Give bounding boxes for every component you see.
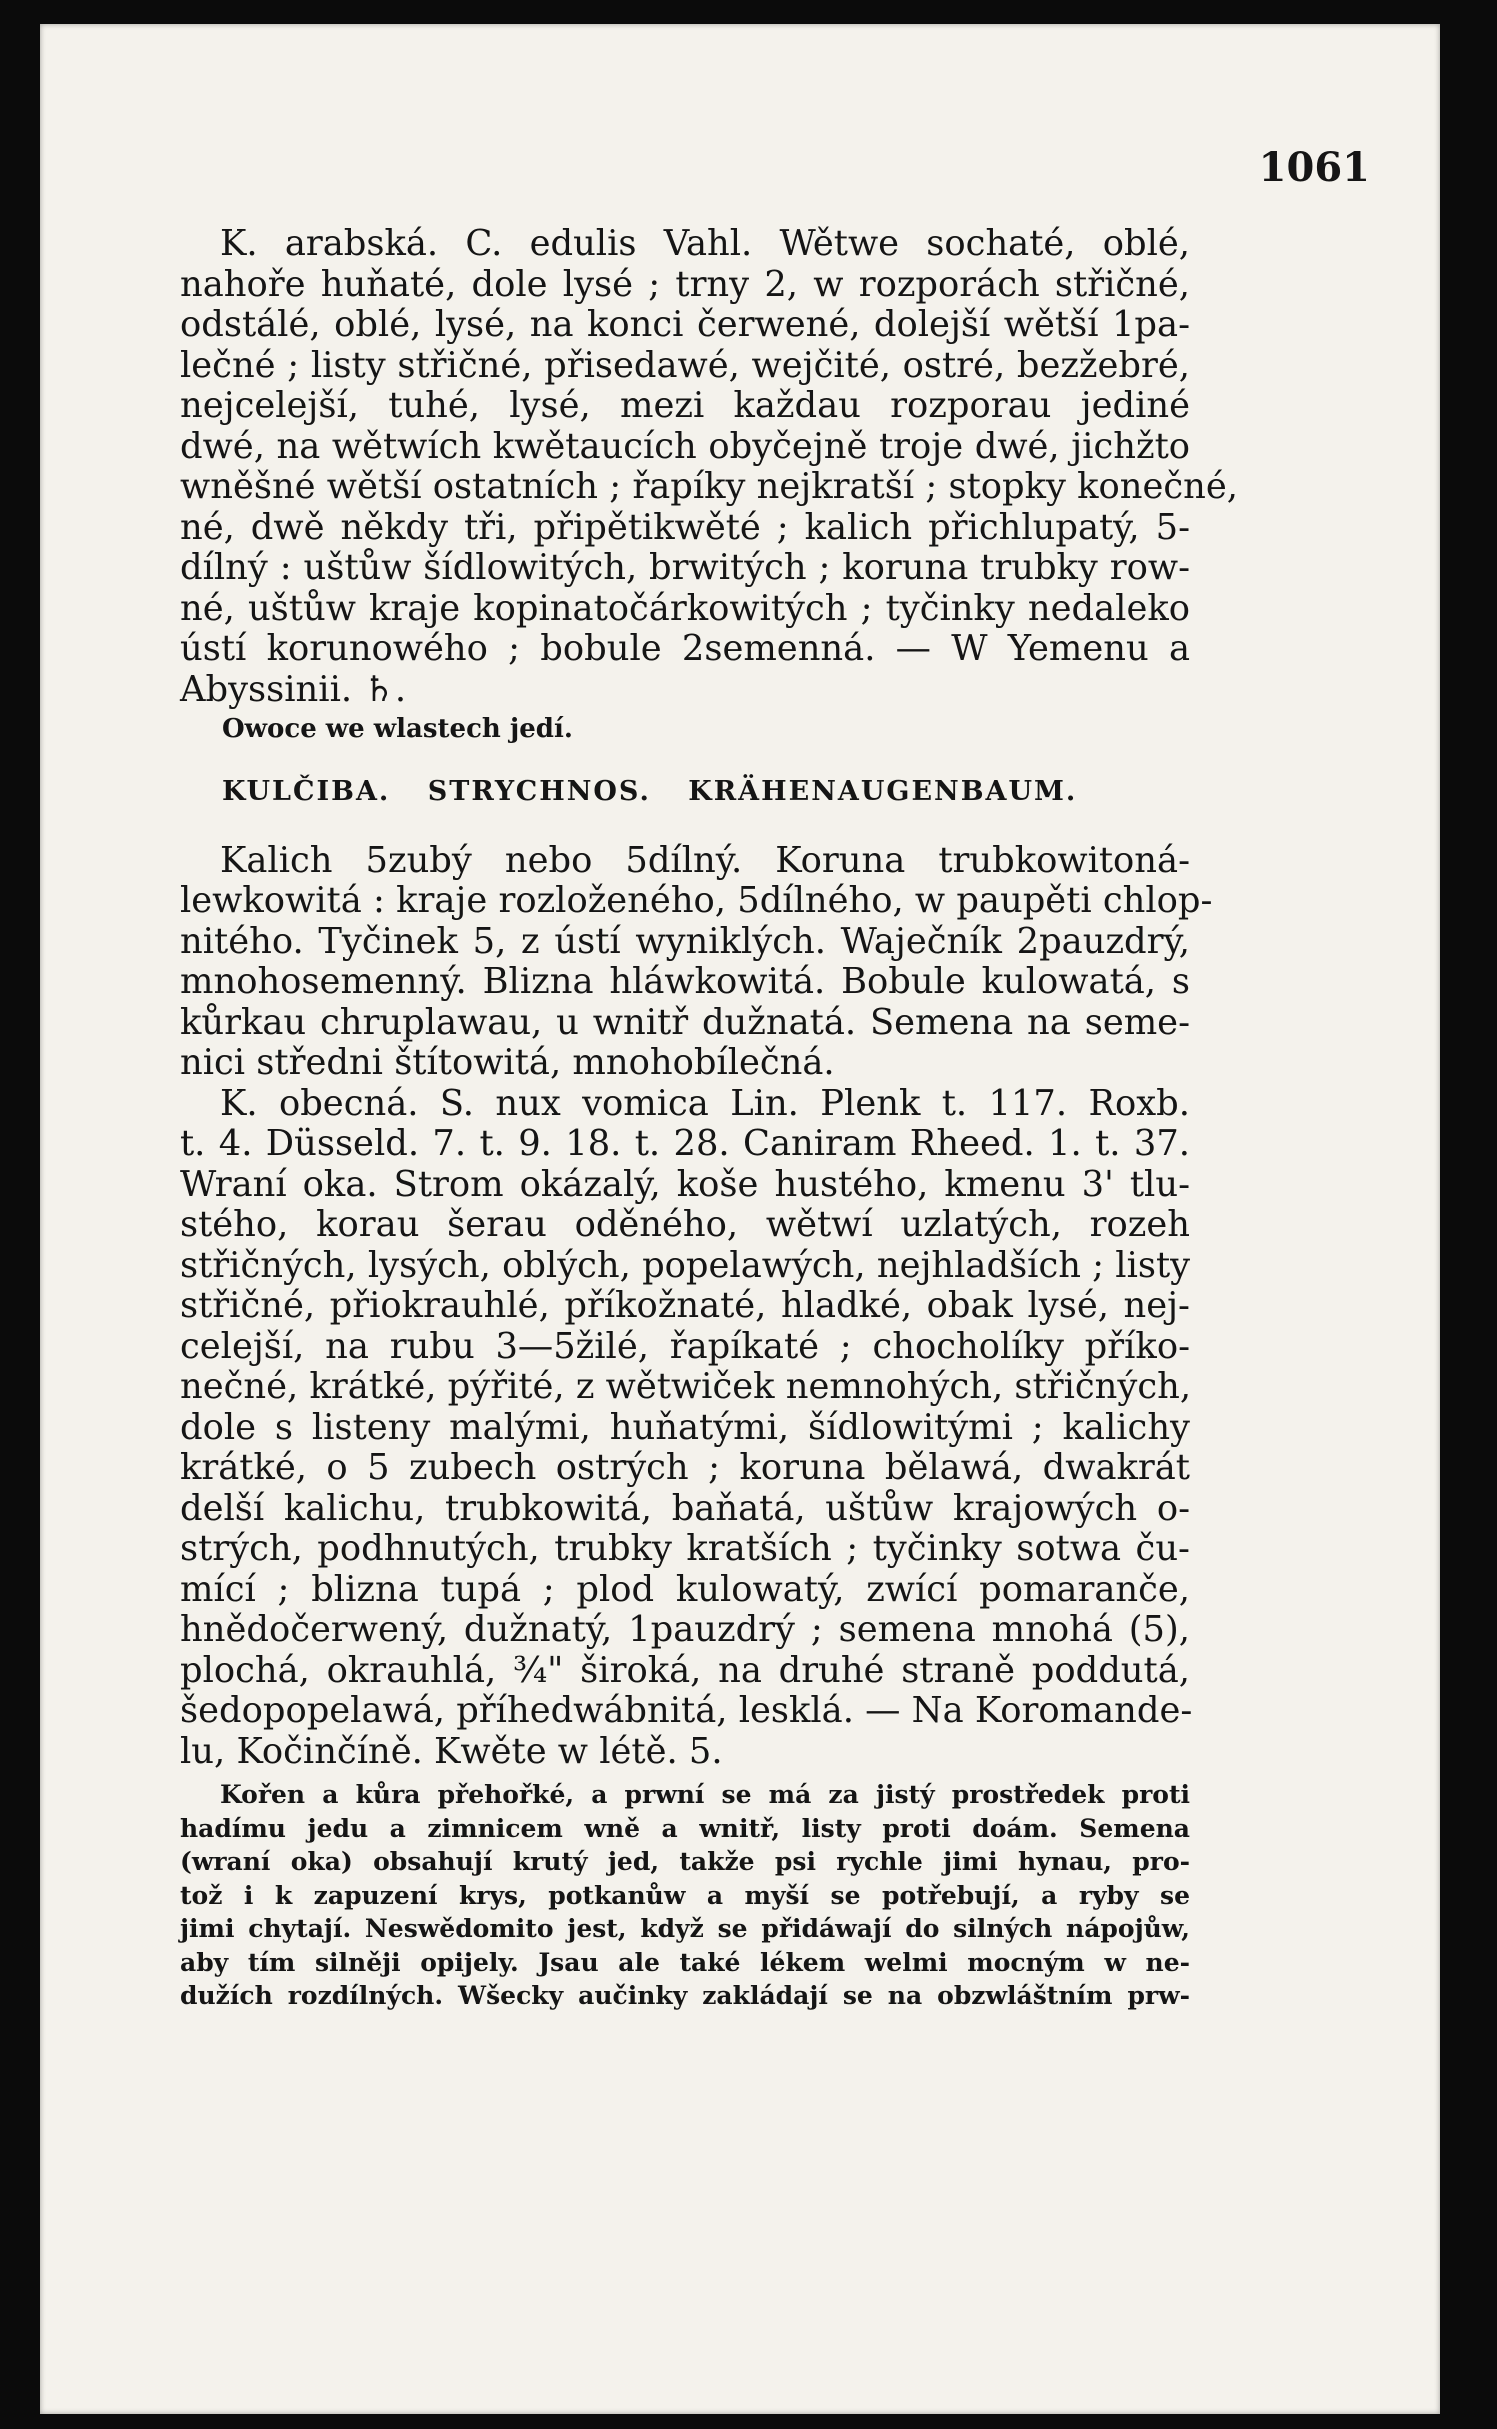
text-line: střičné, přiokrauhlé, příkožnaté, hladké, obak lysé, nej- [180, 1285, 1190, 1326]
text-line: t. 4. Düsseld. 7. t. 9. 18. t. 28. Caniram Rheed. 1. t. 37. [180, 1123, 1190, 1164]
text-line: Abyssinii. ♄. [180, 668, 407, 710]
genus-latin: STRYCHNOS. [427, 776, 651, 807]
footnote-line: jimi chytají. Neswědomito jest, když se přidáwají do silných nápojůw, [180, 1914, 1190, 1943]
text-line: strých, podhnutých, trubky kratších ; tyčinky sotwa ču- [180, 1528, 1190, 1569]
text-line: né, dwě někdy tři, připětikwěté ; kalich přichlupatý, 5- [180, 506, 1190, 548]
text-line: stého, korau šerau oděného, wětwí uzlatých, rozeh [180, 1204, 1190, 1245]
text-line: wněšné wětší ostatních ; řapíky nejkratší ; stopky konečné, [180, 466, 1239, 507]
text-line: odstálé, oblé, lysé, na konci čerwené, dolejší wětší 1pa- [180, 304, 1190, 345]
text-line: K. arabská. C. edulis Vahl. Wětwe sochaté, oblé, [220, 223, 1190, 264]
text-line: delší kalichu, trubkowitá, baňatá, uštůw krajowých o- [180, 1487, 1190, 1529]
section-heading [180, 772, 1190, 813]
text-line: dole s listeny malými, huňatými, šídlowitými ; kalichy [180, 1406, 1190, 1448]
footnote-line: (wraní oka) obsahují krutý jed, takže psi rychle jimi hynau, pro- [180, 1847, 1190, 1876]
footnote-line: hadímu jedu a zimnicem wně a wnitř, listy proti doám. Semena [180, 1813, 1190, 1843]
text-line: střičných, lysých, oblých, popelawých, nejhladších ; listy [180, 1244, 1191, 1286]
text-line: dwé, na wětwích kwětaucích obyčejně troje dwé, jichžto [180, 425, 1190, 467]
main-text [180, 223, 1239, 2013]
text-line: lečné ; listy střičné, přisedawé, wejčité, ostré, bezžebré, [180, 344, 1190, 386]
footnote-line: dužích rozdílných. Wšecky aučinky zakládají se na obzwláštním prw- [180, 1981, 1190, 2010]
text-line: lu, Kočinčíně. Kwěte w létě. 5. [180, 1730, 723, 1772]
text-line: šedopopelawá, příhedwábnitá, lesklá. — Na Koromande- [180, 1690, 1193, 1731]
text-line: kůrkau chruplawau, u wnitř dužnatá. Semena na seme- [180, 1001, 1190, 1043]
usage-note: Owoce we wlastech jedí. [222, 714, 573, 744]
text-line: Kalich 5zubý nebo 5dílný. Koruna trubkowitoná- [220, 839, 1190, 881]
text-line: né, uštůw kraje kopinatočárkowitých ; tyčinky nedaleko [180, 587, 1190, 629]
text-line: celejší, na rubu 3—5žilé, řapíkaté ; chocholíky příko- [180, 1325, 1190, 1367]
text-line: dílný : uštůw šídlowitých, brwitých ; koruna trubky row- [180, 547, 1190, 588]
genus-description [180, 839, 1213, 1084]
text-line: K. obecná. S. nux vomica Lin. Plenk t. 117. Roxb. [220, 1082, 1190, 1124]
text-line: nitého. Tyčinek 5, z ústí wyniklých. Waječník 2pauzdrý, [180, 920, 1190, 962]
footnote-line: aby tím silněji opijely. Jsau ale také lékem welmi mocným w ne- [180, 1947, 1190, 1977]
text-line: hnědočerwený, dužnatý, 1pauzdrý ; semena mnohá (5), [180, 1609, 1190, 1650]
text-line: ústí korunowého ; bobule 2semenná. — W Yemenu a [180, 628, 1190, 669]
text-line: nahoře huňaté, dole lysé ; trny 2, w rozporách střičné, [180, 263, 1190, 305]
entry-arabska [180, 223, 1239, 748]
text-line: mnohosemenný. Blizna hláwkowitá. Bobule kulowatá, s [180, 961, 1190, 1002]
text-line: nečné, krátké, pýřité, z wětwiček nemnohých, střičných, [180, 1366, 1192, 1407]
text-line: Wraní oka. Strom okázalý, koše hustého, kmenu 3' tlu- [180, 1163, 1190, 1205]
entry-obecna [180, 1082, 1193, 1773]
text-line: nici středni štítowitá, mnohobílečná. [180, 1042, 835, 1083]
footnote-line: tož i k zapuzení krys, potkanůw a myší se potřebují, a ryby se [180, 1880, 1190, 1910]
footnote [180, 1778, 1190, 2013]
text-line: nejcelejší, tuhé, lysé, mezi každau rozporau jediné [180, 385, 1190, 426]
book-page [40, 24, 1440, 2414]
text-line: krátké, o 5 zubech ostrých ; koruna bělawá, dwakrát [180, 1447, 1190, 1488]
page-number: 1061 [1258, 144, 1370, 191]
genus-czech: KULČIBA. [222, 776, 391, 807]
genus-german: KRÄHENAUGENBAUM. [688, 776, 1078, 807]
text-line: mící ; blizna tupá ; plod kulowatý, zwící pomaranče, [180, 1568, 1190, 1610]
text-line: plochá, okrauhlá, ¾" široká, na druhé straně poddutá, [180, 1649, 1190, 1691]
footnote-line: Kořen a kůra přehořké, a prwní se má za jistý prostředek proti [220, 1780, 1190, 1809]
text-line: lewkowitá : kraje rozloženého, 5dílného, w paupěti chlop- [180, 880, 1213, 921]
